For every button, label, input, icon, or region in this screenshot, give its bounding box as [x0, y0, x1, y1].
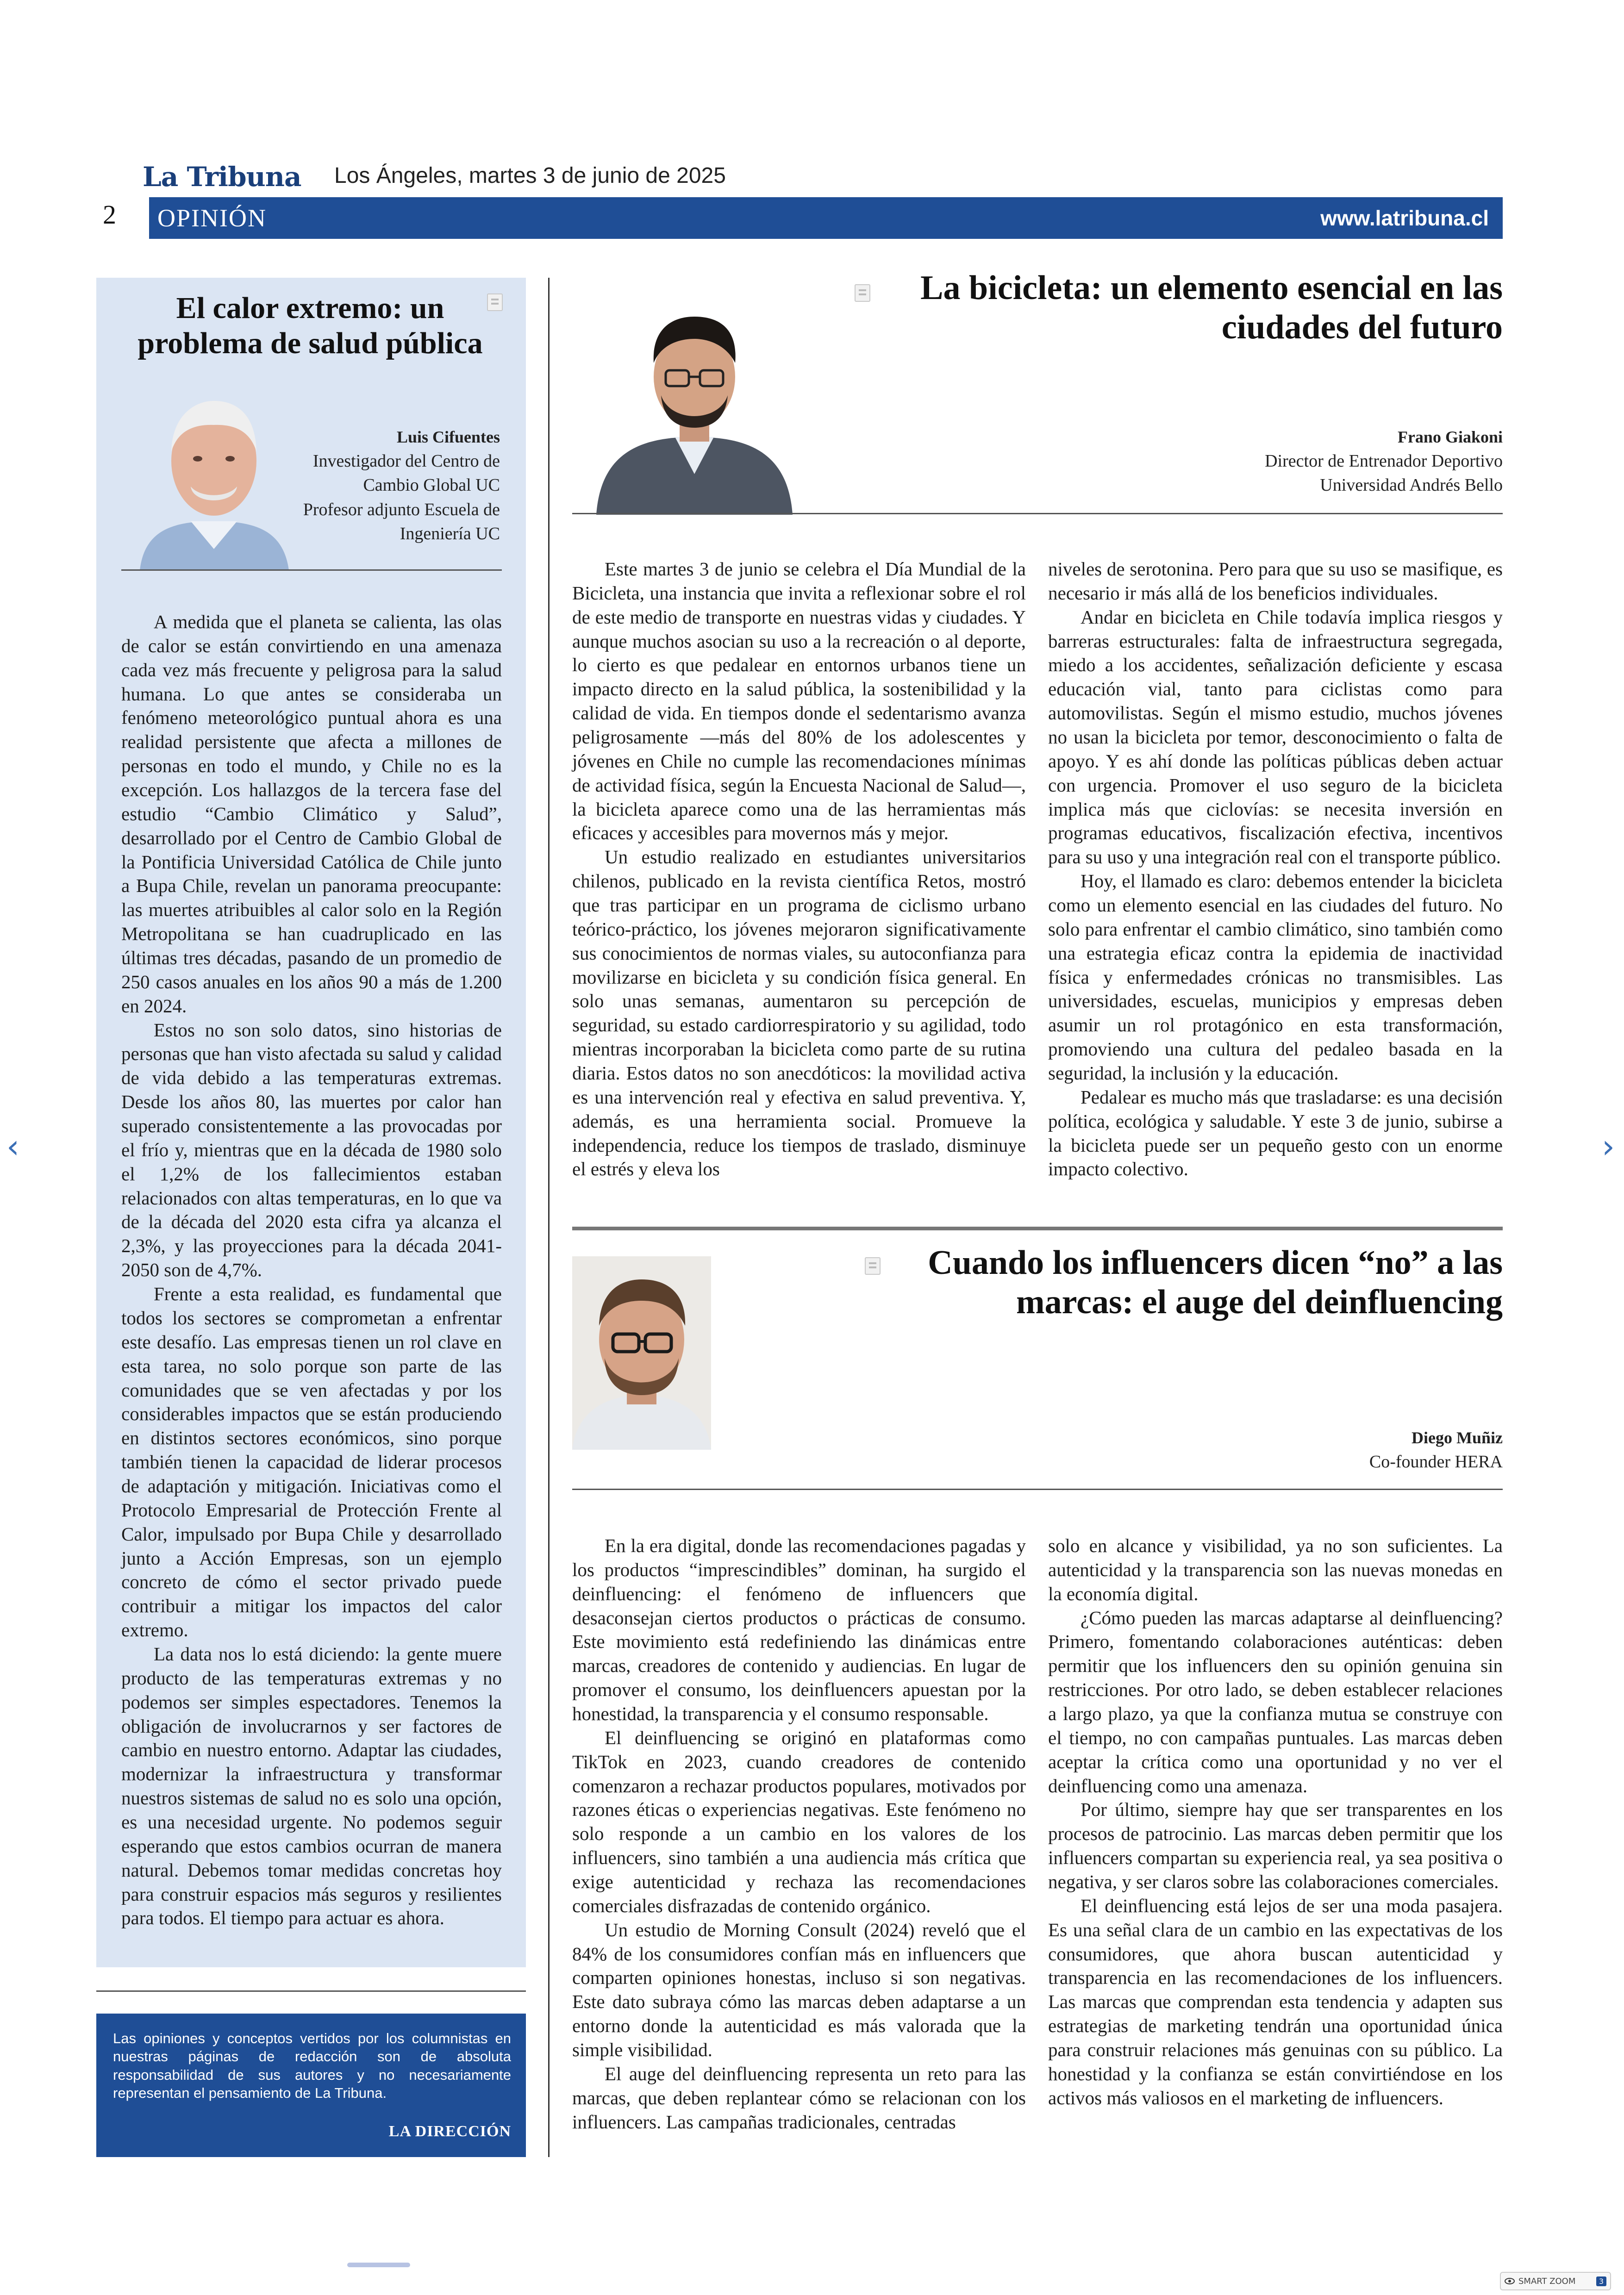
title-line: Cuando los influencers dicen “no” a las [928, 1244, 1503, 1282]
influencers-article-col2 [1048, 1534, 1503, 2110]
paragraph: Frente a esta realidad, es fundamental que todos los sectores se comprometan a enfrentar este desafío. Las empresas tienen un rol clave en esta tarea, no solo porque son parte de las comunidades que se ven afectadas y por los considerables impactos que se están produciendo en distintos sectores económicos, sino porque también tienen la capacidad de liderar procesos de adaptación y mitigación. Iniciativas como el Protocolo Empresarial de Protección Frente al Calor, impulsado por Bupa Chile y desarrollado junto a Acción Empresas, son un ejemplo concreto de cómo el sector privado puede contribuir a mitigar los impactos del calor extremo. [121, 1283, 502, 1641]
author-info-left [259, 426, 500, 546]
bike-article-title [880, 268, 1503, 347]
author-info-influencers [1157, 1427, 1503, 1474]
author-role-line: Ingeniería UC [400, 524, 500, 543]
article-icon [865, 1257, 881, 1275]
article-icon [855, 284, 870, 302]
paragraph: solo en alcance y visibilidad, ya no son suficientes. La autenticidad y la transparencia son las nuevas monedas en la economía digital. [1048, 1535, 1503, 1604]
site-url[interactable]: www.latribuna.cl [1320, 206, 1489, 230]
paragraph: Hoy, el llamado es claro: debemos entender la bicicleta como un elemento esencial en las ciudades del futuro. No solo para enfrentar el cambio climático, sino también como una estrategia eficaz contra la epidemia de inactividad física y enfermedades crónicas no transmisibles. Las universidades, escuelas, municipios y empresas deben asumir un rol protagónico en esta transformación, promoviendo una cultura del pedaleo basada en la seguridad, la inclusión y la educación. [1048, 870, 1503, 1084]
author-role-line: Co-founder HERA [1369, 1452, 1503, 1472]
paragraph: niveles de serotonina. Pero para que su uso se masifique, es necesario ir más allá de los beneficios individuales. [1048, 558, 1503, 604]
title-line: ciudades del futuro [1221, 308, 1503, 347]
disclaimer-text: Las opiniones y conceptos vertidos por los columnistas en nuestras páginas de redacción son de absoluta responsabilidad de sus autores y no necesariamente representan el pensamiento de La Tribuna. [113, 2030, 511, 2102]
left-article-body [121, 610, 502, 1930]
editorial-disclaimer [96, 2014, 526, 2157]
author-info-bike [1157, 426, 1503, 498]
author-role-line: Universidad Andrés Bello [1320, 475, 1503, 495]
dateline: Los Ángeles, martes 3 de junio de 2025 [334, 163, 726, 188]
divider [96, 1990, 526, 1992]
author-name: Luis Cifuentes [396, 428, 500, 446]
author-name: Diego Muñiz [1412, 1428, 1503, 1447]
divider [572, 513, 1503, 514]
paragraph: Andar en bicicleta en Chile todavía implica riesgos y barreras estructurales: falta de infraestructura segregada, miedo a los accidentes, señalización deficiente y escasa educación vial, tanto para ciclistas como para automovilistas. Según el mismo estudio, muchos jóvenes no usan la bicicleta por temor, desconocimiento o falta de apoyo. Y es ahí donde las políticas públicas deben actuar con urgencia. Promover el uso seguro de la bicicleta implica más que ciclovías: se necesita inversión en programas educativos, fiscalización efectiva, incentivos para su uso y una integración real con el transporte público. [1048, 606, 1503, 868]
paragraph: El auge del deinfluencing representa un reto para las marcas, que deben replantear cómo se relacionan con los influencers. Las campañas tradicionales, centradas [572, 2063, 1026, 2133]
paragraph: Estos no son solo datos, sino historias de personas que han visto afectada su salud y calidad de vida debido a las temperaturas extremas. Desde los años 80, las muertes por calor han superado consistentemente a las provocadas por el frío y, mientras que en la década de 1980 solo el 1,2% de los fallecimientos estaban relacionados con altas temperaturas, en lo que va de la década del 2020 esta cifra ya alcanza el 2,3%, y las proyecciones para la década 2041-2050 son de 4,7%. [121, 1019, 502, 1281]
section-divider [572, 1227, 1503, 1230]
author-photo-influencers [572, 1256, 711, 1450]
section-bar [149, 197, 1503, 239]
page-number: 2 [103, 200, 116, 230]
paragraph: En la era digital, donde las recomendaciones pagadas y los productos “imprescindibles” dominan, ha surgido el deinfluencing: el fenómeno de influencers que desaconsejan ciertos productos o prácticas de consumo. Este movimiento está redefiniendo las dinámicas entre marcas, creadores de contenido y audiencias. En lugar de promover el consumo, los deinfluencers apuestan por la honestidad, la transparencia y el consumo responsable. [572, 1535, 1026, 1725]
smart-zoom-label: SMART ZOOM [1518, 2276, 1576, 2286]
article-icon [487, 293, 503, 311]
author-role-line: Investigador del Centro de [312, 451, 500, 471]
author-role-line: Profesor adjunto Escuela de [303, 499, 500, 519]
paragraph: La data nos lo está diciendo: la gente muere producto de las temperaturas extremas y no podemos ser simples espectadores. Tenemos la obligación de involucrarnos y ser factores de cambio en nuestro entorno. Adaptar las ciudades, modernizar la infraestructura y transformar nuestros sistemas de salud no es solo una opción, es una necesidad urgente. No podemos seguir esperando que estos cambios ocurran de manera natural. Debemos tomar medidas concretas hoy para construir espacios más seguros y resilientes para todos. El tiempo para actuar es ahora. [121, 1643, 502, 1929]
left-article-title: El calor extremo: un problema de salud pública [137, 291, 483, 360]
influencers-article-title [889, 1243, 1503, 1322]
paragraph: Por último, siempre hay que ser transparentes en los procesos de patrocinio. Las marcas deben permitir que los influencers compartan su experiencia real, ya sea positiva o negativa, y ser claros sobre las colaboraciones comerciales. [1048, 1799, 1503, 1893]
section-name: OPINIÓN [157, 204, 267, 232]
paragraph: Un estudio realizado en estudiantes universitarios chilenos, publicado en la revista científica Retos, mostró que tras participar en un programa de ciclismo urbano teórico-práctico, los jóvenes mejoraron significativamente sus conocimientos de normas viales, su autoconfianza para movilizarse en bicicleta y su condición física general. En solo unas semanas, aumentaron su percepción de seguridad, su estado cardiorrespiratorio y su agilidad, todo mientras incorporaban la bicicleta como parte de su rutina diaria. Estos datos no son anecdóticos: la movilidad activa es una intervención real y efectiva en salud preventiva. Y, además, es una herramienta social. Promueve la independencia, reduce los tiempos de traslado, disminuye el estrés y eleva los [572, 846, 1026, 1180]
disclaimer-signature: LA DIRECCIÓN [388, 2122, 511, 2140]
bike-article-col1 [572, 557, 1026, 1181]
title-line: La bicicleta: un elemento esencial en las [920, 269, 1503, 307]
eye-icon [1505, 2278, 1515, 2284]
horizontal-scrollbar[interactable] [347, 2263, 410, 2267]
paragraph: El deinfluencing se originó en plataformas como TikTok en 2023, cuando creadores de contenido comenzaron a rechazar productos populares, motivados por razones éticas o experiencias negativas. Este fenómeno no solo responde a un cambio en los valores de los influencers, sino también a una audiencia más crítica que exige autenticidad y rechaza las recomendaciones comerciales disfrazadas de contenido orgánico. [572, 1727, 1026, 1916]
page-indicator: 3 [1596, 2276, 1606, 2286]
masthead-logo: La Tribuna [143, 161, 301, 193]
bike-article-col2 [1048, 557, 1503, 1181]
paragraph: Un estudio de Morning Consult (2024) reveló que el 84% de los consumidores confían más en influencers que comparten opiniones honestas, incluso si son negativas. Este dato subraya cómo las marcas deben adaptarse a un entorno donde la autenticidad es más valorada que la simple visibilidad. [572, 1919, 1026, 2061]
next-page-arrow-icon[interactable]: › [1602, 1128, 1615, 1166]
paragraph: Pedalear es mucho más que trasladarse: es una decisión política, ecológica y saludable. Y este 3 de junio, subirse a la bicicleta puede ser un pequeño gesto con un enorme impacto colectivo. [1048, 1086, 1503, 1180]
author-name: Frano Giakoni [1397, 428, 1503, 446]
prev-page-arrow-icon[interactable]: ‹ [6, 1128, 19, 1166]
paragraph: ¿Cómo pueden las marcas adaptarse al deinfluencing? Primero, fomentando colaboraciones auténticas: deben permitir que los influencers den su opinión genuina sin restricciones. Por otro lado, se deben establecer relaciones a largo plazo, ya que la confianza mutua se construye con el tiempo, no con campañas puntuales. Las marcas deben aceptar la crítica como una oportunidad y no ver el deinfluencing como una amenaza. [1048, 1607, 1503, 1796]
influencers-article-col1 [572, 1534, 1026, 2134]
paragraph: A medida que el planeta se calienta, las olas de calor se están convirtiendo en una amenaza cada vez más frecuente y peligrosa para la salud humana. Lo que antes se consideraba un fenómeno meteorológico puntual ahora es una realidad persistente que afecta a millones de personas en todo el mundo, y Chile no es la excepción. Los hallazgos de la tercera fase del estudio “Cambio Climático y Salud”, desarrollado por el Centro de Cambio Global de la Pontificia Universidad Católica de Chile junto a Bupa Chile, revelan un panorama preocupante: las muertes atribuibles al calor solo en la Región Metropolitana se han cuadruplicado en las últimas tres décadas, pasando de un promedio de 250 casos anuales en los años 90 a más de 1.200 en 2024. [121, 611, 502, 1017]
author-photo-bike [587, 284, 802, 515]
column-divider [548, 278, 550, 2157]
paragraph: Este martes 3 de junio se celebra el Día Mundial de la Bicicleta, una instancia que invita a reflexionar sobre el rol de este medio de transporte en nuestras vidas y ciudades. Y aunque muchos asocian su uso a la recreación o al deporte, lo cierto es que pedalear en entornos urbanos tiene un impacto directo en la salud pública, la sostenibilidad y la calidad de vida. En tiempos donde el sedentarismo avanza peligrosamente —más del 80% de los adolescentes y jóvenes en Chile no cumple las recomendaciones mínimas de actividad física, según la Encuesta Nacional de Salud—, la bicicleta aparece como una de las herramientas más eficaces y accesibles para movernos más y mejor. [572, 558, 1026, 844]
paragraph: El deinfluencing está lejos de ser una moda pasajera. Es una señal clara de un cambio en las expectativas de los consumidores, que ahora buscan autenticidad y transparencia en las recomendaciones de los influencers. Las marcas que comprendan esta tendencia y adapten sus estrategias de marketing tendrán una oportunidad única para construir relaciones más genuinas con su público. La honestidad y la confianza se están convirtiéndose en los activos más valiosos en el marketing de influencers. [1048, 1895, 1503, 2108]
smart-zoom-button[interactable] [1500, 2272, 1611, 2290]
divider [121, 569, 502, 571]
author-role-line: Director de Entrenador Deportivo [1265, 451, 1503, 471]
title-line: marcas: el auge del deinfluencing [1016, 1283, 1503, 1322]
divider [572, 1489, 1503, 1490]
author-role-line: Cambio Global UC [363, 475, 500, 495]
